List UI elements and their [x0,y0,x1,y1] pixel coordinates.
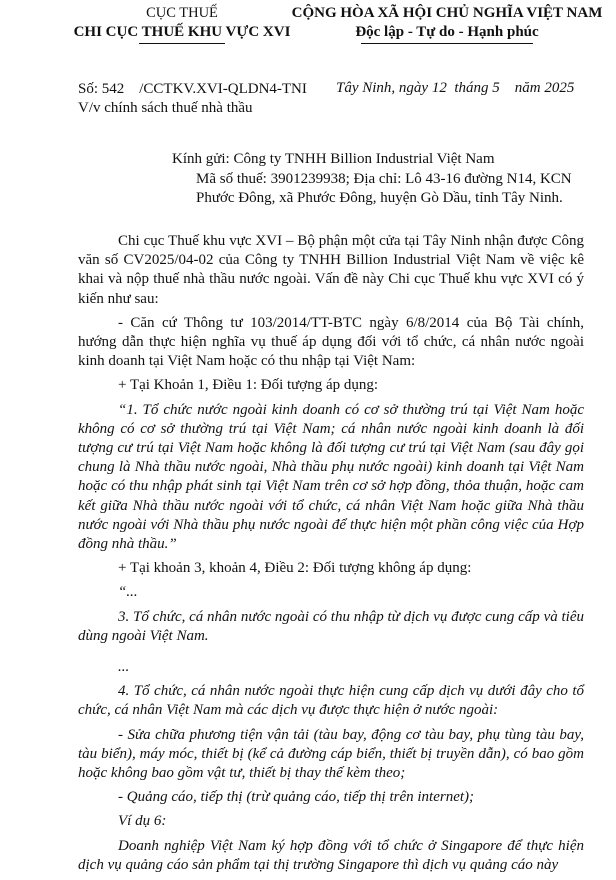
paragraph-legal-basis: - Căn cứ Thông tư 103/2014/TT-BTC ngày 6/8/2014 của Bộ Tài chính, hướng dẫn thực hiện nghĩa vụ thuế áp dụng đối với tổ chức, cá nhân nước ngoài kinh doanh tại Việt Nam hoặc có thu nhập tại Việt Nam: [78,314,584,370]
motto-underline [361,43,533,44]
paragraph-quote-open: “... [118,584,138,601]
paragraph-clause-1: + Tại Khoản 1, Điều 1: Đối tượng áp dụng: [118,377,379,394]
paragraph-advertising: - Quảng cáo, tiếp thị (trừ quảng cáo, tiếp thị trên internet); [118,789,475,806]
recipient-address-line: Phước Đông, xã Phước Đông, huyện Gò Dầu, tỉnh Tây Ninh. [196,190,563,206]
paragraph-item-4: 4. Tổ chức, cá nhân nước ngoài thực hiện cung cấp dịch vụ dưới đây cho tổ chức, cá nhân Việt Nam mà các dịch vụ được thực hiện ở nước ngoài: [78,683,584,719]
paragraph-item-3: 3. Tổ chức, cá nhân nước ngoài có thu nhập từ dịch vụ được cung cấp và tiêu dùng ngoài Việt Nam. [78,608,584,644]
paragraph-clause-2: + Tại khoản 3, khoản 4, Điều 2: Đối tượng không áp dụng: [118,560,472,577]
recipient-block [172,150,572,209]
paragraph-example-text: Doanh nghiệp Việt Nam ký hợp đồng với tổ chức ở Singapore để thực hiện dịch vụ quảng cáo sản phẩm tại thị trường Singapore thì dịch vụ quảng cáo này [78,837,584,873]
national-motto: Độc lập - Tự do - Hạnh phúc [355,24,539,40]
recipient-tax-line: Mã số thuế: 3901239938; Địa chỉ: Lô 43-16 đường N14, KCN [196,170,572,187]
issuing-agency: CHI CỤC THUẾ KHU VỰC XVI [73,24,291,40]
paragraph-ellipsis: ... [118,659,130,676]
recipient-greeting: Kính gửi: Công ty TNHH Billion Industrial Việt Nam [172,151,495,167]
national-heading-block [288,4,606,44]
country-name: CỘNG HÒA XÃ HỘI CHỦ NGHĨA VIỆT NAM [291,5,603,21]
issuing-agency-block [62,4,302,44]
document-number: Số: 542 /CCTKV.XVI-QLDN4-TNI [78,81,307,97]
parent-agency: CỤC THUẾ [146,5,218,21]
paragraph-intro: Chi cục Thuế khu vực XVI – Bộ phận một cửa tại Tây Ninh nhận được Công văn số CV2025/04-02 của Công ty TNHH Billion Industrial Việt Nam về việc kê khai và nộp thuế nhà thầu nước ngoài. Vấn đề này Chi cục Thuế khu vực XVI có ý kiến như sau: [78,233,584,307]
reference-block [78,80,307,118]
agency-underline [139,43,225,44]
paragraph-quote-1: “1. Tổ chức nước ngoài kinh doanh có cơ sở thường trú tại Việt Nam hoặc không có cơ sở thường trú tại Việt Nam; cá nhân nước ngoài kinh doanh là đối tượng cư trú tại Việt Nam hoặc không là đối tượng cư trú tại Việt Nam (sau đây gọi chung là Nhà thầu nước ngoài, Nhà thầu phụ nước ngoài) kinh doanh tại Việt Nam hoặc có thu nhập phát sinh tại Việt Nam trên cơ sở hợp đồng, thỏa thuận, hoặc cam kết giữa Nhà thầu nước ngoài với tổ chức, cá nhân Việt Nam hoặc giữa Nhà thầu nước ngoài với Nhà thầu phụ nước ngoài để thực hiện một phần công việc của Hợp đồng nhà thầu.” [78,401,584,553]
letter-body [78,232,584,880]
paragraph-example-label: Ví dụ 6: [118,813,167,830]
place-date: Tây Ninh, ngày 12 tháng 5 năm 2025 [336,80,575,96]
document-subject: V/v chính sách thuế nhà thầu [78,100,253,116]
paragraph-repair: - Sửa chữa phương tiện vận tải (tàu bay, động cơ tàu bay, phụ tùng tàu bay, tàu biển), máy móc, thiết bị (kể cả đường cáp biển, thiết bị truyền dẫn), có bao gồm hoặc không bao gồm vật tư, thiết bị thay thế kèm theo; [78,726,584,782]
